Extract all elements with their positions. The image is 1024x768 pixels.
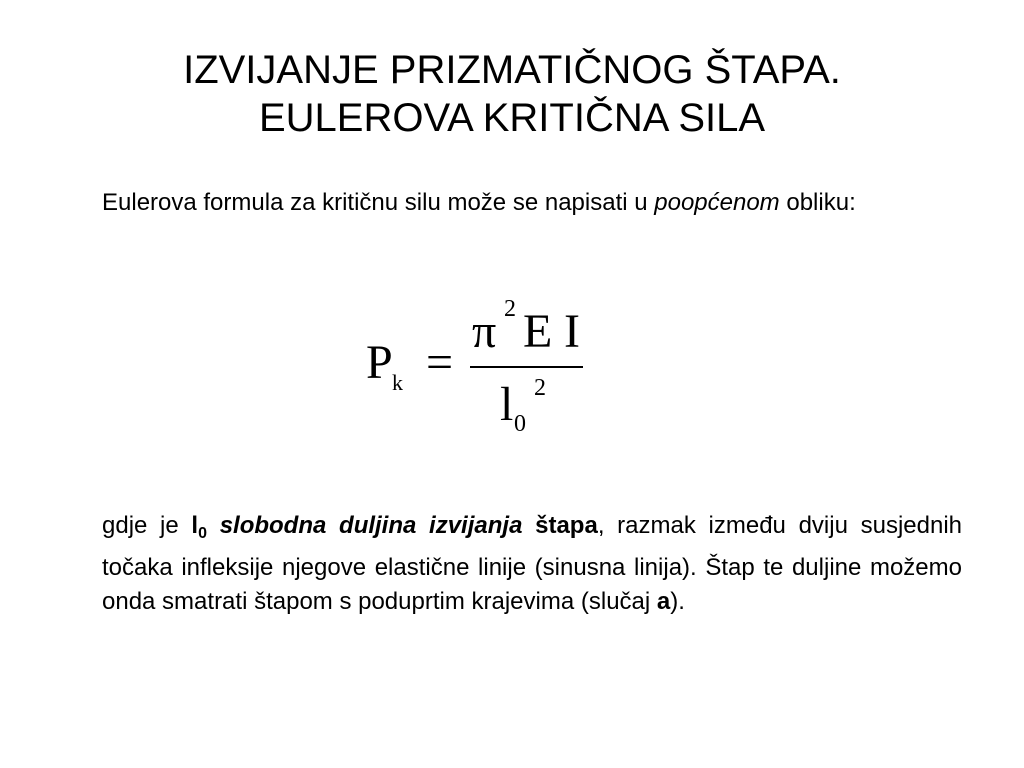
term-free-length: slobodna duljina izvijanja — [219, 512, 523, 539]
formula-l: l — [500, 378, 514, 431]
explanation-part-5: ). — [670, 588, 685, 615]
formula-l-exponent: 2 — [534, 375, 546, 401]
l0-letter: l — [191, 512, 199, 539]
term-stap: štapa — [535, 512, 598, 539]
slide-title — [0, 46, 1024, 142]
explanation-part-4: , razmak između dviju susjednih točaka infleksije njegove elastične linije (sinusna linija). Štap te duljine možemo onda smatrati štapom s poduprtim krajevima (slučaj — [102, 512, 963, 615]
case-letter: a — [656, 588, 671, 615]
formula-I: I — [564, 305, 580, 358]
intro-emphasis: poopćenom — [654, 189, 780, 216]
l0-symbol — [191, 512, 207, 542]
explanation-paragraph — [102, 509, 962, 619]
formula-P: P — [366, 336, 393, 389]
explanation-part-1: gdje je — [102, 512, 192, 539]
formula-subscript-k: k — [392, 370, 403, 395]
formula-subscript-0: 0 — [514, 411, 526, 437]
formula-equals: = — [426, 336, 454, 389]
intro-text: Eulerova formula za kritičnu silu može se napisati u — [102, 189, 655, 216]
formula-pi-exponent: 2 — [504, 296, 516, 322]
explanation-part-2 — [207, 512, 220, 539]
fraction-bar — [470, 366, 583, 368]
formula-pi: π — [472, 305, 497, 358]
l0-subscript: 0 — [198, 525, 207, 542]
explanation-part-3 — [522, 512, 535, 539]
title-line-1: IZVIJANJE PRIZMATIČNOG ŠTAPA. — [183, 48, 841, 92]
intro-tail: obliku: — [779, 189, 856, 216]
formula-E: E — [523, 305, 553, 358]
intro-paragraph — [102, 186, 962, 220]
title-line-2: EULEROVA KRITIČNA SILA — [258, 96, 766, 140]
